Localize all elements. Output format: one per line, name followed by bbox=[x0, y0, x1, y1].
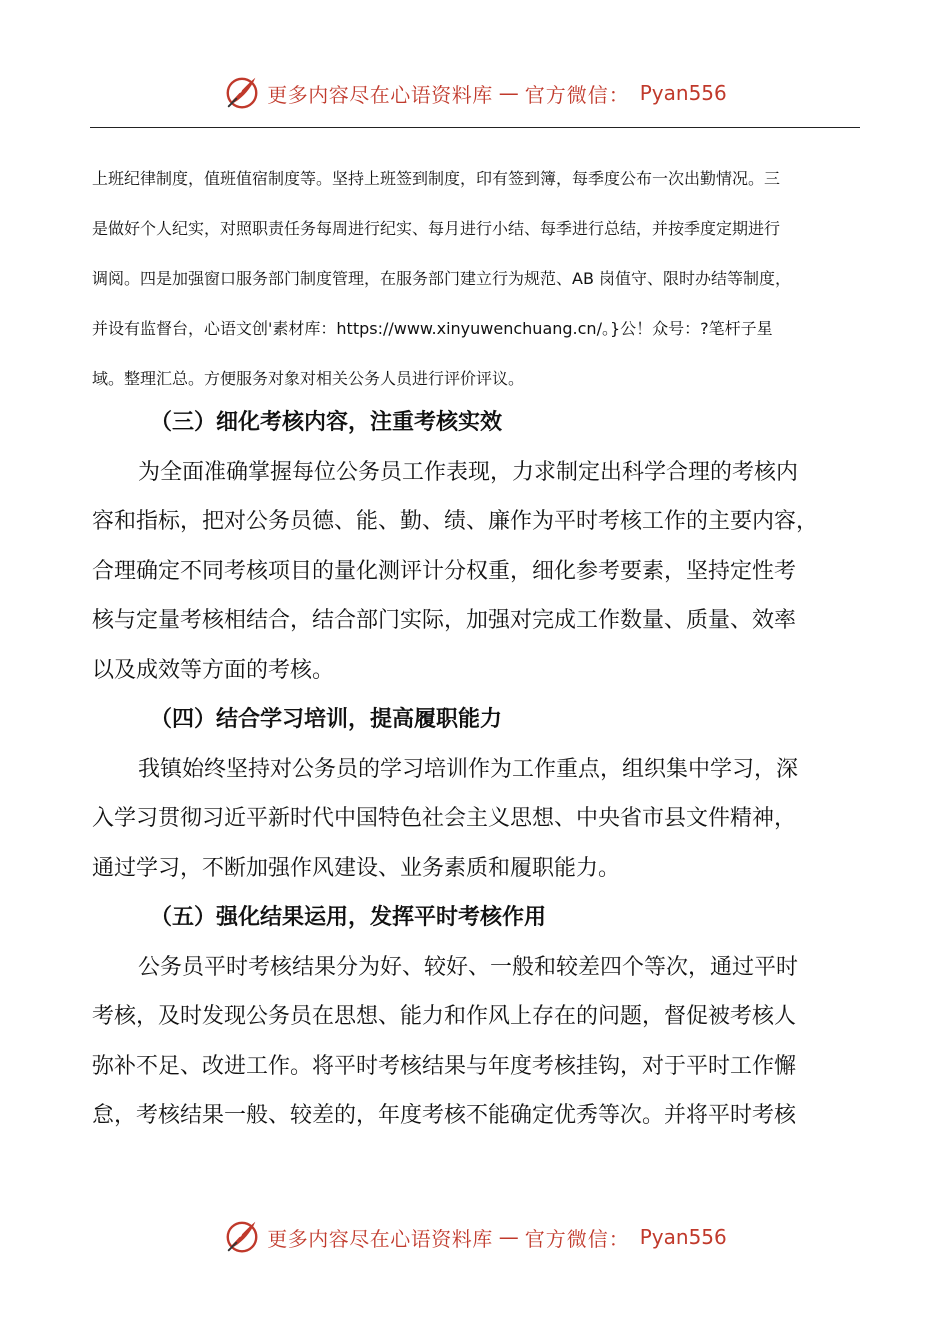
section-heading: （四）结合学习培训，提高履职能力 bbox=[150, 707, 503, 732]
wechat-label: 官方微信： bbox=[524, 1226, 630, 1251]
paragraph-line: 弥补不足、改进工作。将平时考核结果与年度考核挂钩，对于平时工作懈 bbox=[92, 1053, 797, 1079]
paragraph-line: 考核，及时发现公务员在思想、能力和作风上存在的问题，督促被考核人 bbox=[92, 1004, 797, 1029]
wechat-id: Pyan556 bbox=[639, 1225, 727, 1249]
paragraph-line: 以及成效等方面的考核。 bbox=[92, 657, 335, 683]
footer-watermark bbox=[0, 1212, 950, 1262]
paragraph-line: 为全面准确掌握每位公务员工作表现，力求制定出科学合理的考核内 bbox=[138, 459, 799, 485]
quill-logo-icon bbox=[223, 74, 261, 112]
dash-separator: — bbox=[498, 1225, 519, 1249]
paragraph-line: 核与定量考核相结合，结合部门实际，加强对完成工作数量、质量、效率 bbox=[92, 608, 797, 633]
wechat-id: Pyan556 bbox=[639, 81, 727, 105]
paragraph-line: 怠，考核结果一般、较差的，年度考核不能确定优秀等次。并将平时考核 bbox=[92, 1103, 797, 1128]
wechat-label: 官方微信： bbox=[524, 82, 630, 107]
paragraph-line: 合理确定不同考核项目的量化测评计分权重，细化参考要素，坚持定性考 bbox=[92, 558, 797, 584]
paragraph-line: 容和指标，把对公务员德、能、勤、绩、廉作为平时考核工作的主要内容， bbox=[92, 509, 819, 534]
paragraph-line: 我镇始终坚持对公务员的学习培训作为工作重点，组织集中学习，深 bbox=[138, 756, 799, 782]
text-line: 并设有监督台，心语文创'素材库：https://www.xinyuwenchuang.cn/。}公！众号：?笔杆子星 bbox=[92, 319, 773, 338]
library-text: 更多内容尽在心语资料库 bbox=[267, 82, 493, 107]
text-line: 域。整理汇总。方便服务对象对相关公务人员进行评价评议。 bbox=[92, 369, 525, 388]
header-rule bbox=[90, 127, 860, 128]
text-line: 上班纪律制度，值班值宿制度等。坚持上班签到制度，印有签到簿，每季度公布一次出勤情况。三 bbox=[92, 169, 781, 188]
header-watermark bbox=[0, 68, 950, 118]
section-heading: （三）细化考核内容，注重考核实效 bbox=[150, 410, 503, 435]
text-line: 是做好个人纪实，对照职责任务每周进行纪实、每月进行小结、每季进行总结，并按季度定期进行 bbox=[92, 219, 781, 238]
dash-separator: — bbox=[498, 81, 519, 105]
text-line: 调阅。四是加强窗口服务部门制度管理，在服务部门建立行为规范、AB 岗值守、限时办结等制度， bbox=[92, 269, 792, 288]
paragraph-line: 入学习贯彻习近平新时代中国特色社会主义思想、中央省市县文件精神， bbox=[92, 806, 797, 831]
document-body bbox=[92, 398, 867, 1141]
library-text: 更多内容尽在心语资料库 bbox=[267, 1226, 493, 1251]
paragraph-line: 通过学习，不断加强作风建设、业务素质和履职能力。 bbox=[92, 855, 621, 881]
section-heading: （五）强化结果运用，发挥平时考核作用 bbox=[150, 905, 547, 930]
continuation-paragraph bbox=[92, 164, 862, 414]
quill-logo-icon bbox=[223, 1218, 261, 1256]
paragraph-line: 公务员平时考核结果分为好、较好、一般和较差四个等次，通过平时 bbox=[138, 954, 799, 980]
